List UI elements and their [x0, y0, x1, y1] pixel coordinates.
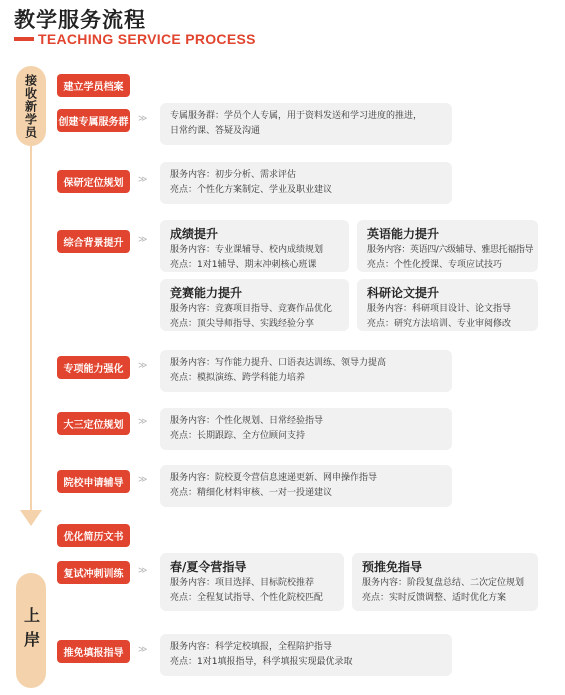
card-junior-year-plan: [160, 408, 452, 450]
chevron-right-icon: ≫: [138, 475, 146, 485]
card-line: 专属服务群：学员个人专属，用于资料发送和学习进度的推进，: [170, 111, 423, 121]
card-line: 服务内容：初步分析、需求评估: [170, 170, 297, 180]
card-application-coaching: [160, 465, 452, 507]
page-subtitle: TEACHING SERVICE PROCESS: [38, 31, 256, 47]
chevron-right-icon: ≫: [138, 417, 146, 427]
step-junior-year-plan: 大三定位规划: [57, 412, 130, 435]
card-line: 服务内容：科研项目设计、论文指导: [367, 304, 512, 314]
step-application-coaching: 院校申请辅导: [57, 470, 130, 493]
card-heading: 预推免指导: [362, 560, 423, 574]
card-heading: 科研论文提升: [367, 286, 440, 300]
step-recommendation-filing: 推免填报指导: [57, 640, 130, 663]
card-line: 亮点：精细化材料审核、一对一投递建议: [170, 488, 333, 498]
card-line: 服务内容：个性化规划、日常经验指导: [170, 416, 324, 426]
card-line: 服务内容：项目选择、目标院校推荐: [170, 578, 315, 588]
card-recommendation-filing: [160, 634, 452, 676]
timeline-line: [30, 146, 32, 512]
step-interview-sprint: 复试冲刺训练: [57, 561, 130, 584]
card-line: 服务内容：院校夏令营信息速递更新、网申操作指导: [170, 473, 378, 483]
card-heading: 英语能力提升: [367, 227, 440, 241]
card-english-boost: [357, 220, 538, 272]
step-skill-strengthening: 专项能力强化: [57, 356, 130, 379]
card-line: 亮点：1对1填报指导，科学填报实现最优录取: [170, 657, 353, 667]
stage-end-badge: [16, 573, 46, 688]
chevron-right-icon: ≫: [138, 114, 146, 124]
card-line: 服务内容：写作能力提升、口语表达训练、领导力提高: [170, 358, 387, 368]
step-create-service-group: 创建专属服务群: [57, 109, 130, 132]
card-competition-boost: [160, 279, 349, 331]
card-line: 亮点：研究方法培训、专业审阅修改: [367, 319, 512, 329]
card-line: 亮点：1对1辅导、期末冲刺核心班课: [170, 260, 317, 270]
card-service-group: [160, 103, 452, 145]
card-positioning-plan: [160, 162, 452, 204]
step-background-boost: 综合背景提升: [57, 230, 130, 253]
step-positioning-plan: 保研定位规划: [57, 170, 130, 193]
card-heading: 竞赛能力提升: [170, 286, 243, 300]
timeline-arrow-down-icon: [20, 510, 42, 526]
step-resume-optimization: 优化简历文书: [57, 524, 130, 547]
card-skill-strengthening: [160, 350, 452, 392]
card-line: 亮点：顶尖导师指导、实践经验分享: [170, 319, 315, 329]
subtitle-row: [14, 31, 256, 47]
card-line: 日常约课、答疑及沟通: [170, 126, 261, 136]
card-line: 亮点：长期跟踪、全方位顾问支持: [170, 431, 306, 441]
card-line: 亮点：模拟演练、跨学科能力培养: [170, 373, 306, 383]
chevron-right-icon: ≫: [138, 361, 146, 371]
card-heading: 春/夏令营指导: [170, 560, 247, 574]
chevron-right-icon: ≫: [138, 645, 146, 655]
stage-end-label: 上岸: [21, 606, 41, 655]
stage-start-badge: [16, 66, 46, 146]
card-line: 亮点：个性化授课、专项应试技巧: [367, 260, 503, 270]
chevron-right-icon: ≫: [138, 235, 146, 245]
card-line: 服务内容：竞赛项目指导、竞赛作品优化: [170, 304, 333, 314]
card-heading: 成绩提升: [170, 227, 219, 241]
card-line: 亮点：个性化方案制定、学业及职业建议: [170, 185, 333, 195]
card-line: 服务内容：科学定校填报，全程陪护指导: [170, 642, 333, 652]
card-line: 服务内容：英语四/六级辅导、雅思托福指导: [367, 245, 534, 255]
card-line: 服务内容：专业课辅导、校内成绩规划: [170, 245, 324, 255]
card-line: 亮点：实时反馈调整、适时优化方案: [362, 593, 507, 603]
subtitle-accent-bar: [14, 37, 34, 41]
card-line: 亮点：全程复试指导、个性化院校匹配: [170, 593, 324, 603]
card-line: 服务内容：阶段复盘总结、二次定位规划: [362, 578, 525, 588]
chevron-right-icon: ≫: [138, 566, 146, 576]
card-grade-boost: [160, 220, 349, 272]
step-build-profile: 建立学员档案: [57, 74, 130, 97]
card-summer-camp: [160, 553, 344, 611]
chevron-right-icon: ≫: [138, 175, 146, 185]
page-title: 教学服务流程: [14, 8, 146, 32]
card-research-boost: [357, 279, 538, 331]
card-pre-recommendation: [352, 553, 538, 611]
stage-start-label: 接收新学员: [23, 73, 38, 139]
